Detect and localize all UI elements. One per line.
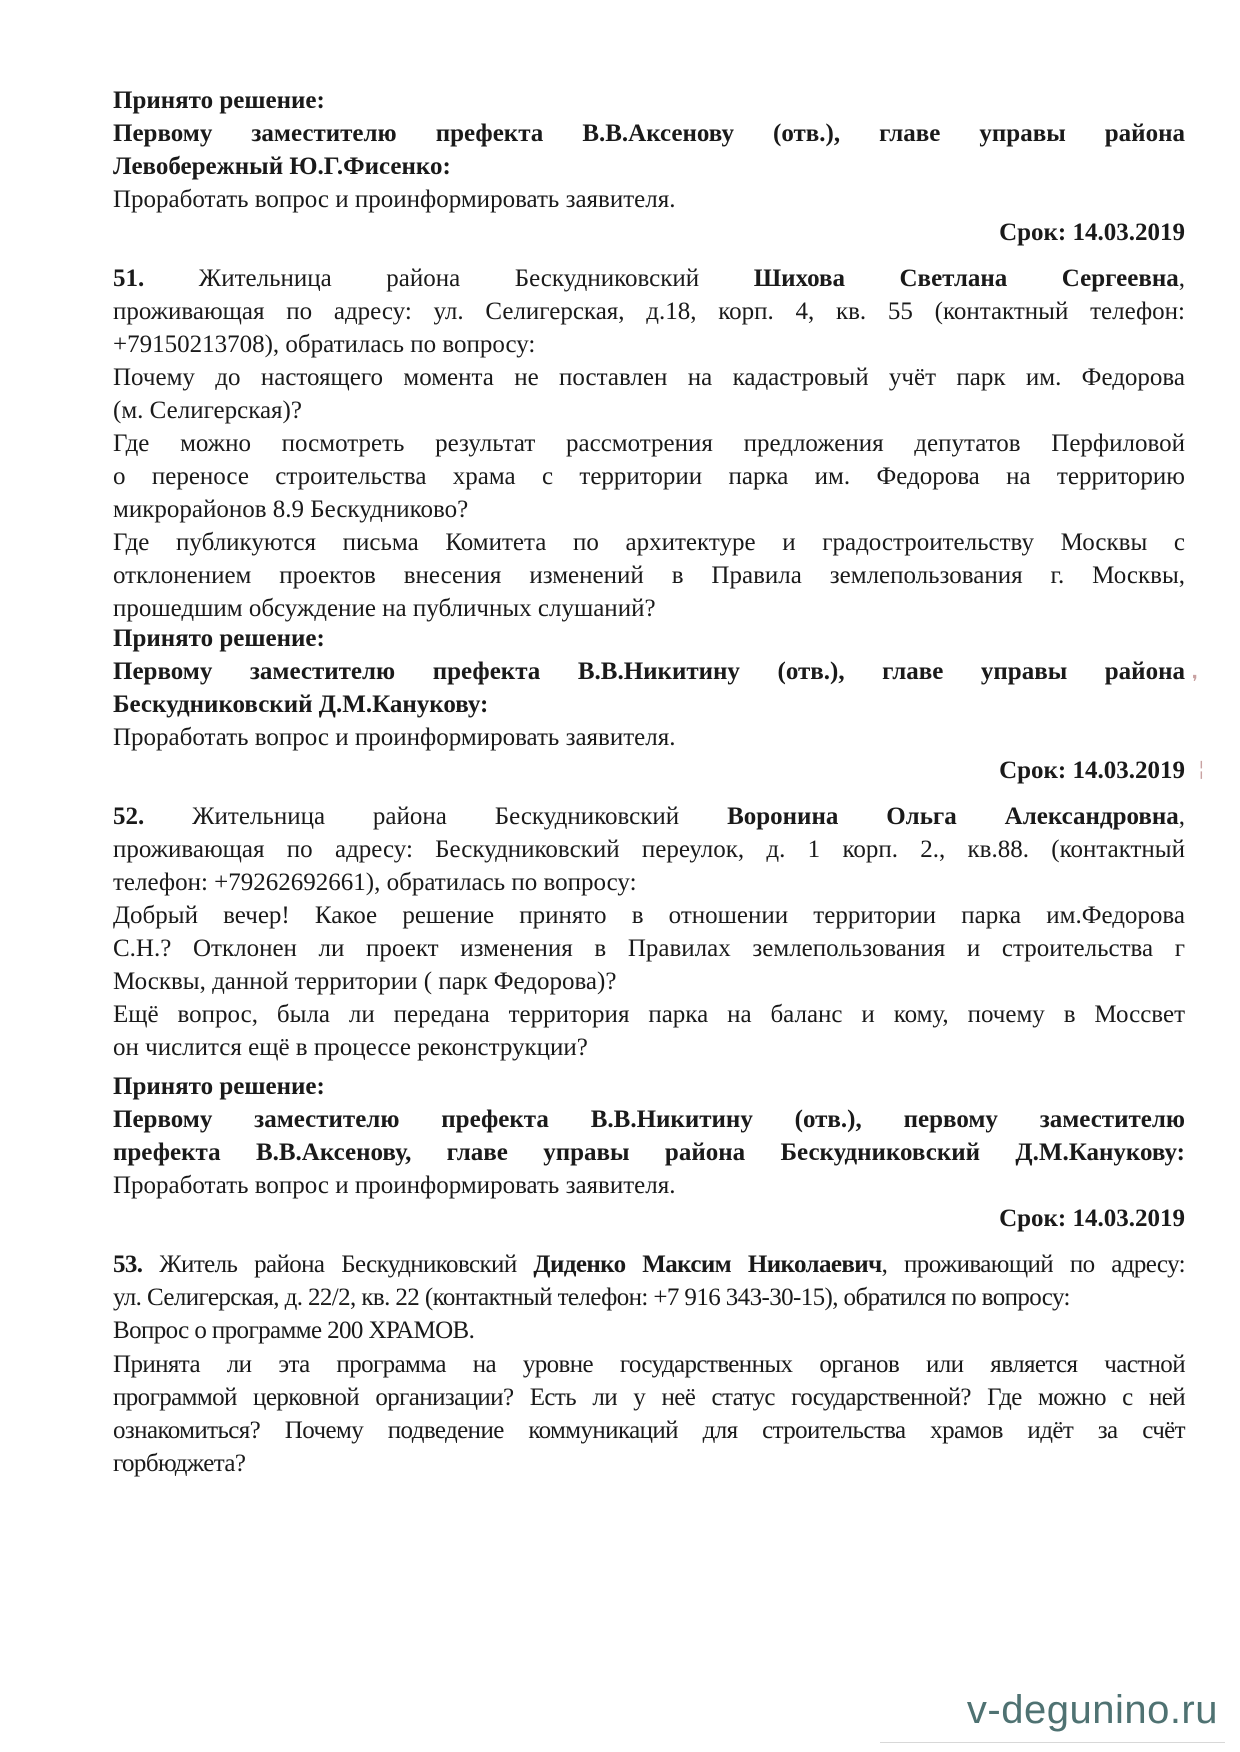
decision-instruction: Проработать вопрос и проинформировать заявителя. [113,1172,676,1199]
appeal-question: ознакомиться? Почему подведение коммуникаций для строительства храмов идёт за счёт [113,1417,1185,1444]
appeal-question: С.Н.? Отклонен ли проект изменения в Правилах землепользования и строительства г [113,935,1185,962]
appeal-question: прошедшим обсуждение на публичных слушаний? [113,595,656,622]
appeal-address: +79150213708), обратилась по вопросу: [113,331,536,358]
appeal-lead: Жительница района Бескудниковский [198,265,700,292]
appeal-question: Ещё вопрос, была ли передана территория парка на баланс и кому, почему в Моссвет [113,1001,1185,1028]
decision-instruction: Проработать вопрос и проинформировать заявителя. [113,724,676,751]
applicant-name: Диденко Максим Николаевич [533,1251,882,1278]
decision-addressees: Первому заместителю префекта В.В.Никитину (отв.), первому заместителю [113,1106,1185,1133]
scan-artifact: ╎ [1196,760,1207,780]
appeal-lead: Жительница района Бескудниковский [192,803,680,830]
decision-block-50 [113,84,1185,249]
deadline: Срок: 14.03.2019 [999,219,1185,246]
decision-addressees: Левобережный Ю.Г.Фисенко: [113,153,451,180]
applicant-name: Шихова Светлана Сергеевна [753,265,1179,292]
decision-block-51 [113,622,1185,787]
appeal-address: ул. Селигерская, д. 22/2, кв. 22 (контактный телефон: +7 916 343-30-15), обратился по вопросу: [113,1284,1070,1311]
appeal-question: Москвы, данной территории ( парк Федорова)? [113,968,617,995]
scan-artifact: ❜ [1192,672,1198,692]
appeal-intro [113,1248,1185,1281]
decision-header: Принято решение: [113,625,325,652]
appeal-lead: Житель района Бескудниковский [159,1251,517,1278]
appeal-question: Где публикуются письма Комитета по архитектуре и градостроительству Москвы с [113,529,1185,556]
decision-addressees: Первому заместителю префекта В.В.Аксенову (отв.), главе управы района [113,120,1185,147]
appeal-topic: Вопрос о программе 200 ХРАМОВ. [113,1317,475,1344]
deadline: Срок: 14.03.2019 [999,757,1185,784]
site-watermark[interactable]: v-degunino.ru [966,1688,1218,1732]
decision-addressees: префекта В.В.Аксенову, главе управы района Бескудниковский Д.М.Канукову: [113,1139,1185,1166]
appeal-address: проживающая по адресу: ул. Селигерская, д.18, корп. 4, кв. 55 (контактный телефон: [113,298,1185,325]
appeal-number: 52. [113,803,145,830]
appeal-question: (м. Селигерская)? [113,397,302,424]
decision-header: Принято решение: [113,87,325,114]
deadline: Срок: 14.03.2019 [999,1205,1185,1232]
appeal-question: горбюджета? [113,1450,246,1477]
decision-instruction: Проработать вопрос и проинформировать заявителя. [113,186,676,213]
appeal-53 [113,1248,1185,1347]
appeal-question: Где можно посмотреть результат рассмотрения предложения депутатов Перфиловой [113,430,1185,457]
decision-block-52 [113,1070,1185,1235]
watermark-underline [880,1742,1225,1743]
appeal-intro-tail: , проживающий по адресу: [881,1251,1186,1278]
appeal-question: он числится ещё в процессе реконструкции? [113,1034,588,1061]
appeal-address: телефон: +79262692661), обратилась по вопросу: [113,869,637,896]
appeal-question: программой церковной организации? Есть ли у неё статус государственной? Где можно с ней [113,1384,1185,1411]
appeal-question: о переносе строительства храма с территории парка им. Федорова на территорию [113,463,1185,490]
appeal-intro-tail: , [1178,265,1186,292]
appeal-intro [113,262,1185,295]
applicant-name: Воронина Ольга Александровна [727,803,1179,830]
appeal-question: микрорайонов 8.9 Бескудниково? [113,496,469,523]
appeal-52 [113,800,1185,1064]
appeal-question: отклонением проектов внесения изменений в Правила землепользования г. Москвы, [113,562,1185,589]
appeal-address: проживающая по адресу: Бескудниковский переулок, д. 1 корп. 2., кв.88. (контактный [113,836,1185,863]
appeal-53-questions [113,1348,1185,1480]
appeal-question: Добрый вечер! Какое решение принято в отношении территории парка им.Федорова [113,902,1185,929]
appeal-number: 53. [113,1251,143,1278]
appeal-intro [113,800,1185,833]
appeal-question: Принята ли эта программа на уровне государственных органов или является частной [113,1351,1185,1378]
decision-addressees: Бескудниковский Д.М.Канукову: [113,691,489,718]
appeal-question: Почему до настоящего момента не поставлен на кадастровый учёт парк им. Федорова [113,364,1185,391]
appeal-51 [113,262,1185,625]
decision-addressees: Первому заместителю префекта В.В.Никитину (отв.), главе управы района [113,658,1185,685]
appeal-number: 51. [113,265,145,292]
appeal-intro-tail: , [1178,803,1186,830]
decision-header: Принято решение: [113,1073,325,1100]
